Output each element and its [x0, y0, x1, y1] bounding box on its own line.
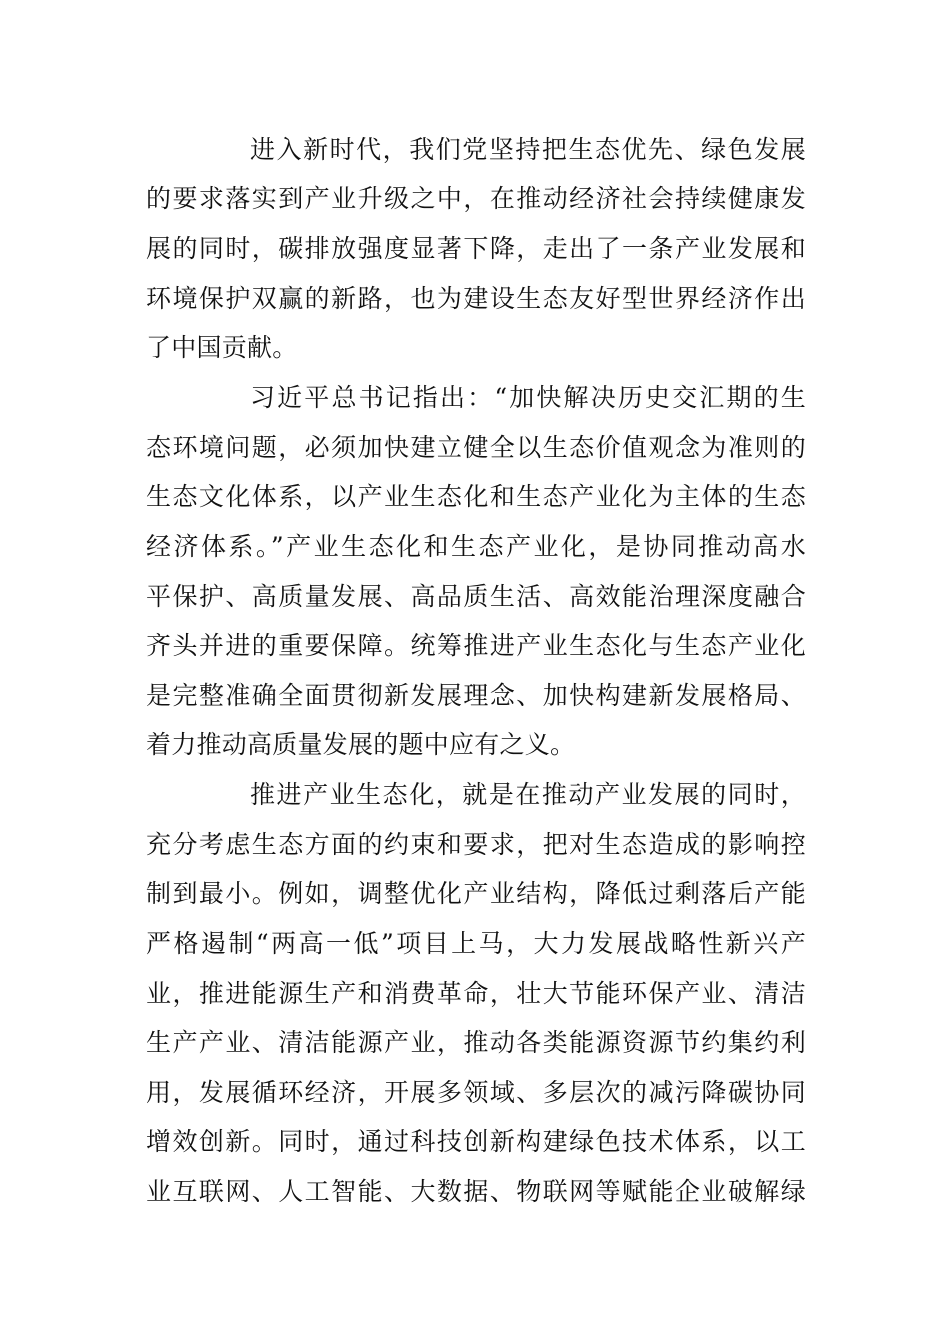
text-line: 习近平总书记指出：“加快解决历史交汇期的生	[250, 383, 806, 412]
text-line: 了中国贡献。	[146, 333, 298, 362]
text-line: 齐头并进的重要保障。统筹推进产业生态化与生态产业化	[146, 631, 806, 660]
text-line: 的要求落实到产业升级之中，在推动经济社会持续健康发	[146, 184, 806, 213]
text-line: 推进产业生态化，就是在推动产业发展的同时，	[250, 780, 806, 809]
text-line: 制到最小。例如，调整优化产业结构，降低过剩落后产能	[146, 879, 806, 908]
text-line: 进入新时代，我们党坚持把生态优先、绿色发展	[250, 135, 806, 164]
text-line: 着力推动高质量发展的题中应有之义。	[146, 730, 576, 759]
text-line: 业，推进能源生产和消费革命，壮大节能环保产业、清洁	[146, 979, 806, 1008]
text-line: 生态文化体系，以产业生态化和生态产业化为主体的生态	[146, 482, 806, 511]
text-line: 用，发展循环经济，开展多领域、多层次的减污降碳协同	[146, 1078, 806, 1107]
text-line: 环境保护双赢的新路，也为建设生态友好型世界经济作出	[146, 284, 806, 313]
text-line: 是完整准确全面贯彻新发展理念、加快构建新发展格局、	[146, 681, 806, 710]
text-line: 增效创新。同时，通过科技创新构建绿色技术体系，以工	[146, 1127, 806, 1156]
text-line: 平保护、高质量发展、高品质生活、高效能治理深度融合	[146, 582, 806, 611]
text-line: 生产产业、清洁能源产业，推动各类能源资源节约集约利	[146, 1028, 806, 1057]
text-line: 态环境问题，必须加快建立健全以生态价值观念为准则的	[146, 433, 806, 462]
text-line: 展的同时，碳排放强度显著下降，走出了一条产业发展和	[146, 234, 806, 263]
text-line: 充分考虑生态方面的约束和要求，把对生态造成的影响控	[146, 830, 806, 859]
text-line: 业互联网、人工智能、大数据、物联网等赋能企业破解绿	[146, 1177, 806, 1206]
text-line: 经济体系。”产业生态化和生态产业化，是协同推动高水	[146, 532, 806, 561]
text-line: 严格遏制“两高一低”项目上马，大力发展战略性新兴产	[146, 929, 806, 958]
